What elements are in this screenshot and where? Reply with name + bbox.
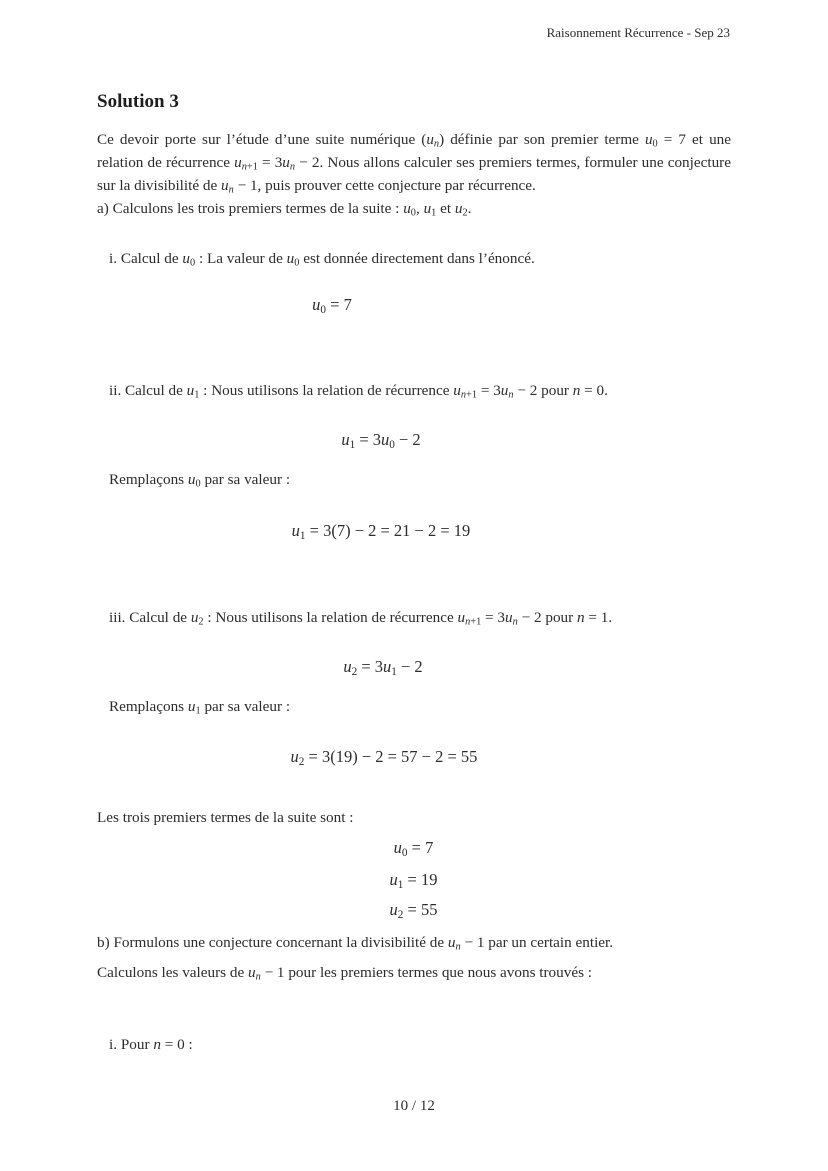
equation-u2-value: $u_2 = 3(19) - 2 = 57 - 2 = 55$ xyxy=(290,747,478,768)
part-b-paragraph: b) Formulons une conjecture concernant la divisibilité de $u_n - 1$ par un certain entier. xyxy=(97,934,614,953)
equation-u2-recurrence: $u_2 = 3u_1 - 2$ xyxy=(343,657,423,678)
equation-u0-result: $u_0 = 7$ xyxy=(393,838,434,859)
equation-u1-result: $u_1 = 19$ xyxy=(389,870,438,891)
replace-u0-paragraph: Remplaçons $u_0$ par sa valeur : xyxy=(109,471,291,490)
terms-summary-paragraph: Les trois premiers termes de la suite sont : xyxy=(97,809,354,826)
equation-u1-value: $u_1 = 3(7) - 2 = 21 - 2 = 19$ xyxy=(291,521,471,542)
compute-values-paragraph: Calculons les valeurs de $u_n - 1$ pour les premiers termes que nous avons trouvés : xyxy=(97,964,593,983)
equation-u0: $u_0 = 7$ xyxy=(312,295,352,316)
step-i-part-b-paragraph: i. Pour n = 0 : xyxy=(109,1036,193,1053)
replace-u1-paragraph: Remplaçons $u_1$ par sa valeur : xyxy=(109,698,291,717)
page-number: 10 / 12 xyxy=(393,1098,435,1114)
page-header: Raisonnement Récurrence - Sep 23 xyxy=(546,25,730,40)
part-a-paragraph: a) Calculons les trois premiers termes de la suite : $u_0$, $u_1$ et $u_2$. xyxy=(97,200,472,219)
solution-title: Solution 3 xyxy=(97,91,179,112)
intro-paragraph: Ce devoir porte sur l’étude d’une suite numérique $(u_n)$ définie par son premier terme $u_0 = 7$ et une relation de récurrence $u_{n+1} = 3u_n - 2$. Nous allons calculer ses premiers termes, formuler une conjecture sur la divisibilité de $u_n - 1$, puis prouver cette conjecture par récurrence. xyxy=(97,131,732,196)
equation-u1-recurrence: $u_1 = 3u_0 - 2$ xyxy=(341,430,421,451)
step-ii-paragraph: ii. Calcul de $u_1$ : Nous utilisons la relation de récurrence $u_{n+1} = 3u_n - 2$ pour n = 0. xyxy=(109,382,608,401)
step-i-paragraph: i. Calcul de $u_0$ : La valeur de $u_0$ est donnée directement dans l’énoncé. xyxy=(109,250,535,269)
equation-u2-result: $u_2 = 55$ xyxy=(389,900,438,921)
step-iii-paragraph: iii. Calcul de $u_2$ : Nous utilisons la relation de récurrence $u_{n+1} = 3u_n - 2$ pour n = 1. xyxy=(109,609,613,628)
